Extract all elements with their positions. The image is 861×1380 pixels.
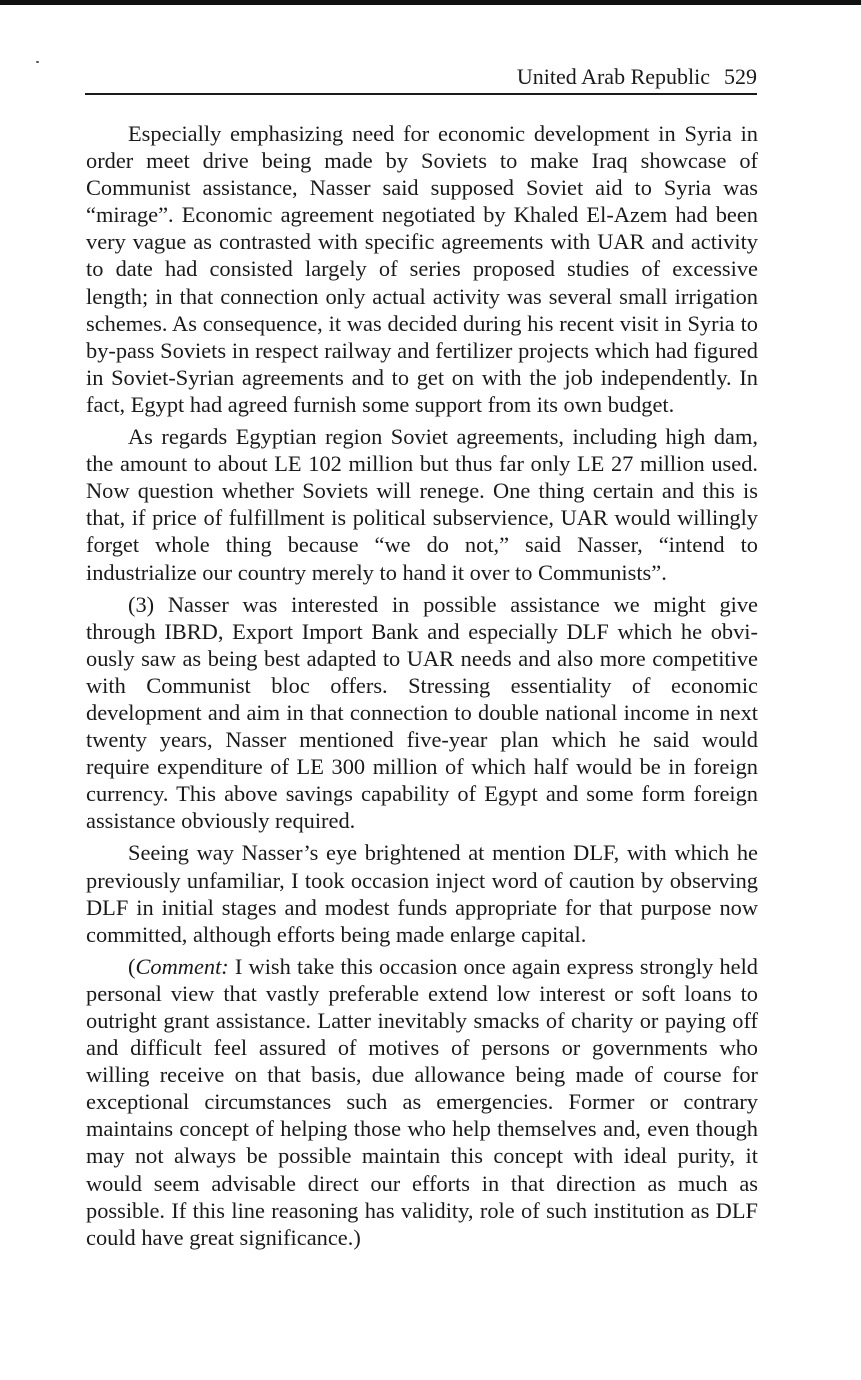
document-body [86,120,758,1251]
comment-text: I wish take this occasion once again express strongly held personal view that vastly preferable extend low interest or soft loans to outright grant assistance. Latter inevitably smacks of charity or paying off and difficult feel assured of motives of persons or governments who willing receive on that basis, due allowance being made of course for exceptional circumstances such as emergencies. Former or contrary maintains concept of helping those who help themselves and, even though may not always be possible maintain this concept with ideal purity, it would seem advisable direct our efforts in that direction as much as possible. If this line reasoning has validity, role of such institution as DLF could have great significance.) [86,953,758,1250]
paragraph-comment [86,953,758,1251]
paragraph-egyptian-agreements: As regards Egyptian region Soviet agreements, including high dam, the amount to about LE 102 million but thus far only LE 27 million used. Now question whether Soviets will renege. One thing certain and this is that, if price of fulfillment is political subservience, UAR would willingly forget whole thing because “we do not,” said Nasser, “intend to industrialize our country merely to hand it over to Communists”. [86,424,758,585]
paragraph-dlf-interest: (3) Nasser was interested in possible assistance we might give through IBRD, Export Import Bank and especially DLF which he obviously saw as being best adapted to UAR needs and also more competitive with Communist bloc offers. Stressing essentiality of economic development and aim in that connection to double national income in next twenty years, Nasser mentioned five-year plan which he said would require expenditure of LE 300 million of which half would be in foreign currency. This above savings capability of Egypt and some form foreign assistance obviously required. [86,591,758,834]
header-title: United Arab Republic [516,64,710,89]
comment-label: Comment: [135,953,229,979]
scan-speck [36,61,39,63]
scan-top-edge [0,0,861,5]
paragraph-syria-aid: Especially emphasizing need for economic development in Syria in order meet drive being made by Soviets to make Iraq showcase of Communist assistance, Nasser said supposed Soviet aid to Syria was “mirage”. Economic agreement negotiated by Khaled El-Azem had been very vague as contrasted with specific agreements with UAR and activity to date had consisted largely of series proposed studies of excessive length; in that connection only actual activity was several small irrigation schemes. As consequence, it was decided during his recent visit in Syria to by-pass Soviets in respect railway and fertilizer projects which had figured in Soviet-Syrian agreements and to get on with the job independently. In fact, Egypt had agreed furnish some support from its own budget. [86,121,758,417]
page-number: 529 [724,64,757,89]
comment-open-paren: ( [128,953,136,979]
running-header [85,62,757,95]
paragraph-dlf-caution: Seeing way Nasser’s eye brightened at mention DLF, with which he previously unfamiliar, I took occasion inject word of caution by observing DLF in initial stages and modest funds appropriate for that purpose now committed, although efforts being made enlarge capital. [86,840,758,947]
